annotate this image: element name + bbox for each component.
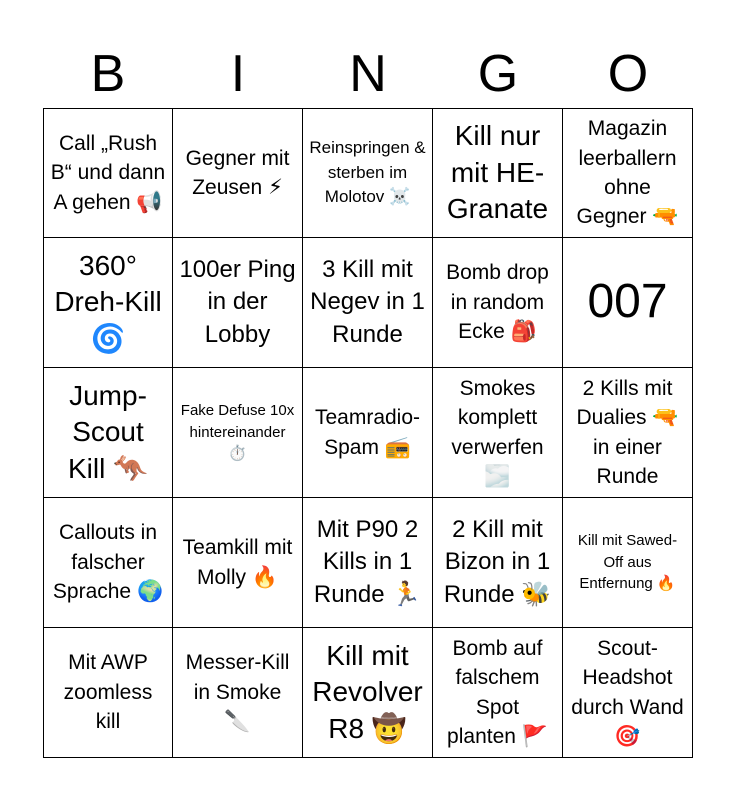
cell-text: Kill nur mit HE-Granate <box>446 120 549 225</box>
cell-text: Kill mit Revolver R8 🤠 <box>312 639 423 744</box>
bingo-cell[interactable] <box>173 368 303 498</box>
cell-text: Call „Rush B“ und dann A gehen 📢 <box>50 131 166 214</box>
cell-text: 360° Dreh-Kill 🌀 <box>54 249 162 354</box>
bingo-cell[interactable] <box>303 498 433 628</box>
cell-text: Jump-Scout Kill 🦘 <box>68 379 148 484</box>
cell-text: 3 Kill mit Negev in 1 Runde <box>310 255 425 348</box>
bingo-cell[interactable] <box>173 108 303 238</box>
bingo-cell[interactable] <box>43 368 173 498</box>
cell-text: Mit P90 2 Kills in 1 Runde 🏃 <box>313 515 422 608</box>
bingo-cell[interactable] <box>303 238 433 368</box>
bingo-cell[interactable] <box>303 368 433 498</box>
header-letter-g: G <box>477 45 519 103</box>
cell-text: Mit AWP zoomless kill <box>63 651 153 734</box>
bingo-cell[interactable] <box>563 368 693 498</box>
bingo-cell[interactable] <box>433 238 563 368</box>
cell-text: Magazin leerballern ohne Gegner 🔫 <box>576 117 679 229</box>
cell-text: Teamkill mit Molly 🔥 <box>182 536 293 589</box>
bingo-cell[interactable] <box>433 368 563 498</box>
cell-text: 2 Kills mit Dualies 🔫 in einer Runde <box>576 376 679 488</box>
cell-text: Teamradio-Spam 📻 <box>314 406 421 459</box>
cell-text: 2 Kill mit Bizon in 1 Runde 🐝 <box>443 515 552 608</box>
cell-text: Bomb auf falschem Spot planten 🚩 <box>447 636 548 748</box>
cell-text: Smokes komplett verwerfen 🌫️ <box>451 376 544 488</box>
cell-text: Fake Defuse 10x hintereinander ⏱️ <box>180 401 295 463</box>
bingo-cell[interactable] <box>563 108 693 238</box>
bingo-cell[interactable] <box>433 498 563 628</box>
bingo-cell[interactable] <box>433 628 563 758</box>
bingo-cell[interactable] <box>43 108 173 238</box>
bingo-cell[interactable] <box>303 108 433 238</box>
bingo-cell[interactable] <box>563 628 693 758</box>
bingo-cell[interactable] <box>173 238 303 368</box>
bingo-cell[interactable] <box>303 628 433 758</box>
cell-text: 100er Ping in der Lobby <box>179 255 296 348</box>
bingo-cell[interactable] <box>43 238 173 368</box>
bingo-cell[interactable] <box>173 628 303 758</box>
bingo-board <box>43 108 693 758</box>
cell-text: 007 <box>587 275 668 329</box>
cell-text: Reinspringen & sterben im Molotov ☠️ <box>309 138 426 207</box>
bingo-cell[interactable] <box>563 498 693 628</box>
bingo-cell[interactable] <box>173 498 303 628</box>
bingo-cell[interactable] <box>433 108 563 238</box>
cell-text: Gegner mit Zeusen ⚡ <box>185 146 290 199</box>
bingo-cell[interactable] <box>43 498 173 628</box>
cell-text: Callouts in falscher Sprache 🌍 <box>52 521 164 604</box>
bingo-cell[interactable] <box>563 238 693 368</box>
bingo-cell[interactable] <box>43 628 173 758</box>
bingo-header <box>43 40 693 108</box>
header-letter-i: I <box>230 45 246 103</box>
header-letter-n: N <box>349 45 387 103</box>
header-letter-b: B <box>90 45 126 103</box>
header-letter-o: O <box>607 45 649 103</box>
cell-text: Bomb drop in random Ecke 🎒 <box>446 261 549 344</box>
cell-text: Scout-Headshot durch Wand 🎯 <box>571 636 684 748</box>
cell-text: Kill mit Sawed-Off aus Entfernung 🔥 <box>577 531 678 593</box>
cell-text: Messer-Kill in Smoke 🔪 <box>185 651 290 734</box>
